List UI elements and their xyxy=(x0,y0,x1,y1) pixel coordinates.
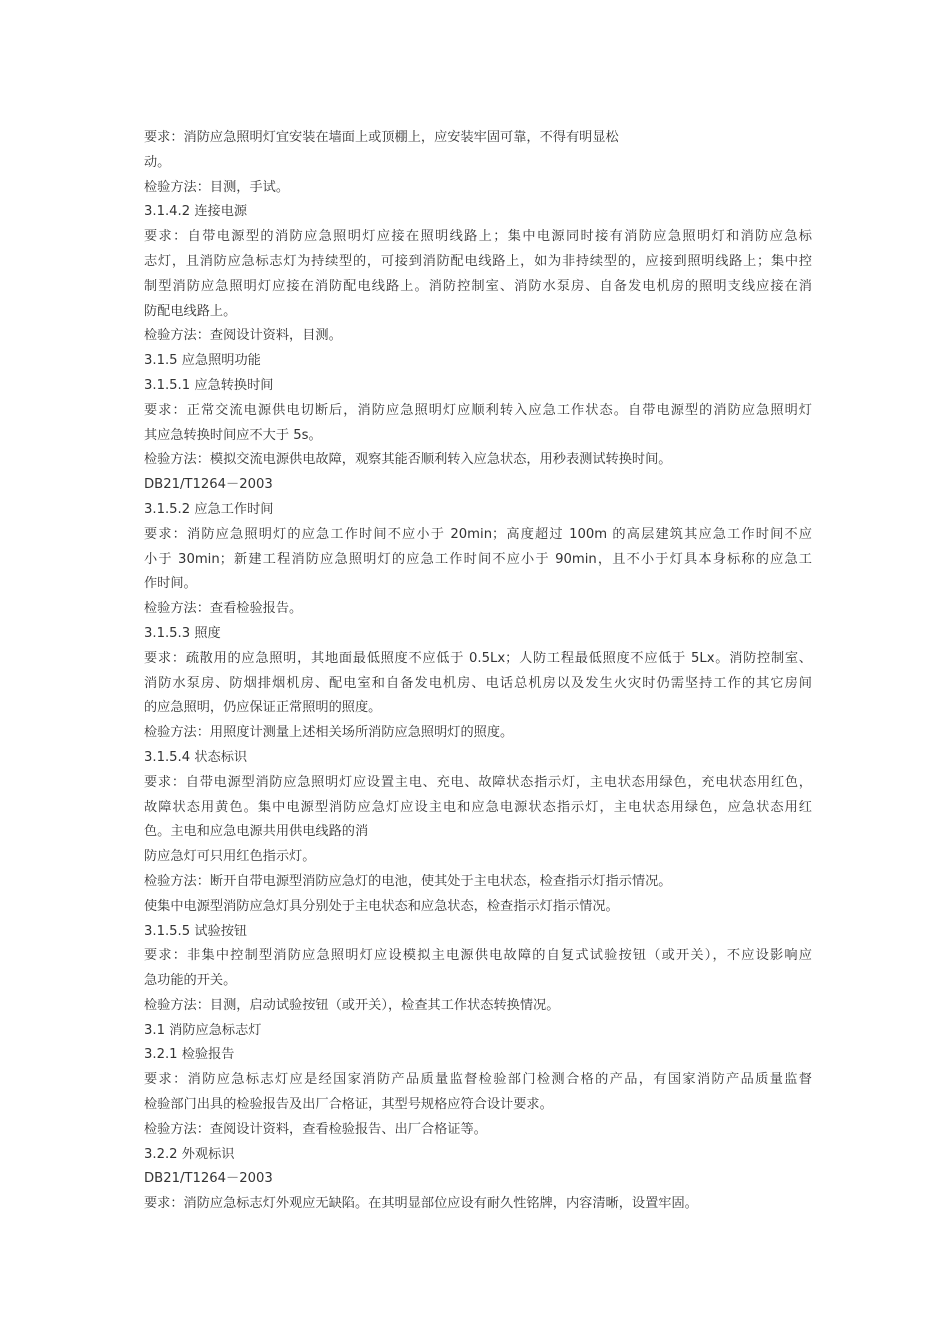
document-body xyxy=(144,126,812,1217)
text-line: 要求：消防应急标志灯外观应无缺陷。在其明显部位应设有耐久性铭牌，内容清晰，设置牢固。 xyxy=(144,1196,698,1212)
text-line: 色。主电和应急电源共用供电线路的消 xyxy=(144,824,369,840)
text-line: 3.1.4.2 连接电源 xyxy=(144,204,248,220)
text-line: 3.1.5.3 照度 xyxy=(144,625,221,641)
text-line: 消防水泵房、防烟排烟机房、配电室和自备发电机房、电话总机房以及发生火灾时仍需坚持工作的其它房间 xyxy=(144,675,812,691)
text-line: 制型消防应急照明灯应接在消防配电线路上。消防控制室、消防水泵房、自备发电机房的照明支线应接在消 xyxy=(144,278,812,294)
text-line: 要求：非集中控制型消防应急照明灯应设模拟主电源供电故障的自复式试验按钮（或开关），不应设影响应 xyxy=(144,948,812,964)
text-line: 3.2.2 外观标识 xyxy=(144,1146,235,1162)
text-line: 使集中电源型消防应急灯具分别处于主电状态和应急状态，检查指示灯指示情况。 xyxy=(144,898,619,914)
text-line: 检验方法：用照度计测量上述相关场所消防应急照明灯的照度。 xyxy=(144,725,514,741)
text-line: 3.1 消防应急标志灯 xyxy=(144,1022,262,1038)
text-line: 要求：消防应急照明灯宜安装在墙面上或顶棚上，应安装牢固可靠，不得有明显松 xyxy=(144,130,619,145)
text-line: 3.1.5.5 试验按钮 xyxy=(144,923,248,939)
text-line: 要求：消防应急标志灯应是经国家消防产品质量监督检验部门检测合格的产品，有国家消防产品质量监督 xyxy=(144,1072,812,1088)
text-line: 检验方法：查看检验报告。 xyxy=(144,601,303,617)
text-line: 检验部门出具的检验报告及出厂合格证，其型号规格应符合设计要求。 xyxy=(144,1097,553,1113)
text-line: 小于 30min；新建工程消防应急照明灯的应急工作时间不应小于 90min，且不小于灯具本身标称的应急工 xyxy=(144,551,812,567)
text-line: 的应急照明，仍应保证正常照明的照度。 xyxy=(144,700,382,716)
text-line: 3.1.5.4 状态标识 xyxy=(144,749,248,765)
text-line: DB21/T1264－2003 xyxy=(144,477,273,493)
text-line: 防应急灯可只用红色指示灯。 xyxy=(144,849,316,865)
text-line: 动。 xyxy=(144,154,171,170)
text-line: 要求：消防应急照明灯的应急工作时间不应小于 20min；高度超过 100m 的高层建筑其应急工作时间不应 xyxy=(144,526,812,542)
text-line: 要求：自带电源型的消防应急照明灯应接在照明线路上；集中电源同时接有消防应急照明灯和消防应急标 xyxy=(144,229,812,245)
text-line: 作时间。 xyxy=(144,576,197,592)
text-line: 志灯，且消防应急标志灯为持续型的，可接到消防配电线路上，如为非持续型的，应接到照明线路上；集中控 xyxy=(144,253,812,269)
text-line: 检验方法：目测，启动试验按钮（或开关），检查其工作状态转换情况。 xyxy=(144,997,560,1013)
text-line: 3.1.5.1 应急转换时间 xyxy=(144,377,274,393)
text-line: 检验方法：查阅设计资料，目测。 xyxy=(144,328,342,344)
text-line: 检验方法：查阅设计资料，查看检验报告、出厂合格证等。 xyxy=(144,1121,487,1137)
text-line: 故障状态用黄色。集中电源型消防应急灯应设主电和应急电源状态指示灯，主电状态用绿色，应急状态用红 xyxy=(144,799,812,815)
text-line: 其应急转换时间应不大于 5s。 xyxy=(144,427,322,443)
text-line: 要求：疏散用的应急照明，其地面最低照度不应低于 0.5Lx；人防工程最低照度不应低于 5Lx。消防控制室、 xyxy=(144,650,812,666)
text-line: 检验方法：目测，手试。 xyxy=(144,179,290,195)
text-line: 3.1.5.2 应急工作时间 xyxy=(144,501,274,517)
text-line: 防配电线路上。 xyxy=(144,303,237,319)
text-line: 要求：自带电源型消防应急照明灯应设置主电、充电、故障状态指示灯，主电状态用绿色，充电状态用红色， xyxy=(144,774,812,790)
text-line: 3.2.1 检验报告 xyxy=(144,1047,235,1063)
text-line: 3.1.5 应急照明功能 xyxy=(144,353,261,369)
text-line: DB21/T1264－2003 xyxy=(144,1171,273,1187)
text-line: 要求：正常交流电源供电切断后，消防应急照明灯应顺利转入应急工作状态。自带电源型的消防应急照明灯 xyxy=(144,402,812,418)
text-line: 急功能的开关。 xyxy=(144,973,237,989)
text-line: 检验方法：断开自带电源型消防应急灯的电池，使其处于主电状态，检查指示灯指示情况。 xyxy=(144,873,672,889)
text-line: 检验方法：模拟交流电源供电故障，观察其能否顺利转入应急状态，用秒表测试转换时间。 xyxy=(144,452,672,468)
